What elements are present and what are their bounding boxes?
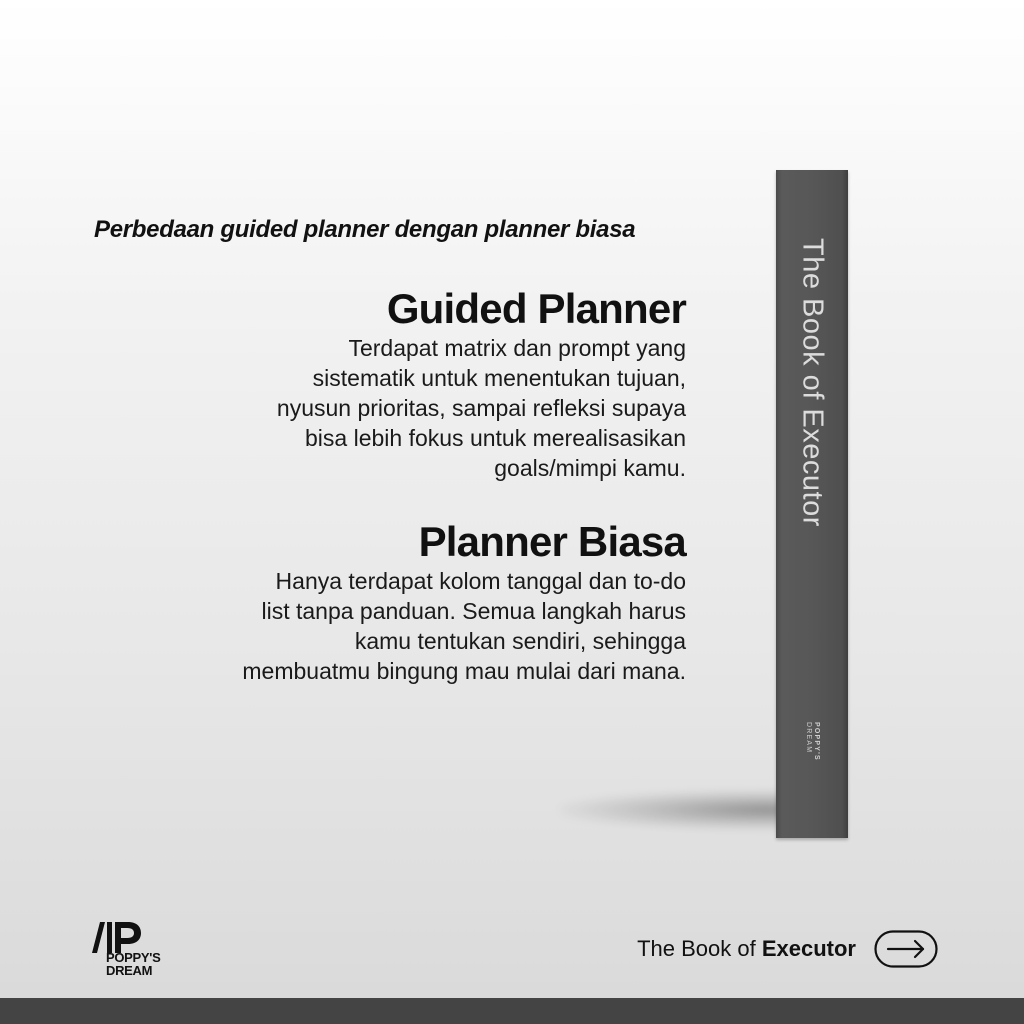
book-spine-title: The Book of Executor (796, 238, 829, 527)
logo-mark-icon (90, 920, 144, 954)
section-body (242, 566, 686, 686)
body-line: nyusun prioritas, sampai refleksi supaya (276, 395, 686, 421)
section-planner-biasa (242, 518, 686, 686)
body-line: list tanpa panduan. Semua langkah harus (261, 598, 686, 624)
arrow-right-icon[interactable] (874, 930, 938, 968)
book-spine-brand (804, 722, 820, 761)
section-guided-planner (277, 285, 686, 483)
cta-label[interactable] (637, 936, 856, 962)
page-subtitle: Perbedaan guided planner dengan planner biasa (94, 216, 636, 243)
body-line: kamu tentukan sendiri, sehingga (354, 628, 686, 654)
section-body (277, 333, 686, 483)
section-heading: Guided Planner (386, 285, 686, 332)
cta-bold: Executor (761, 936, 856, 961)
body-line: sistematik untuk menentukan tujuan, (312, 365, 686, 391)
body-line: membuatmu bingung mau mulai dari mana. (242, 658, 686, 684)
body-line: Hanya terdapat kolom tanggal dan to-do (275, 568, 686, 594)
logo-line: DREAM (106, 963, 153, 978)
section-heading: Planner Biasa (418, 518, 686, 565)
book-brand-line: DREAM (805, 722, 812, 754)
book-spine (776, 170, 848, 838)
body-line: goals/mimpi kamu. (494, 455, 686, 481)
logo-line: POPPY'S (106, 950, 161, 965)
body-line: bisa lebih fokus untuk merealisasikan (305, 425, 686, 451)
book-brand-line: POPPY'S (813, 722, 820, 761)
body-line: Terdapat matrix dan prompt yang (348, 335, 686, 361)
brand-logo (88, 920, 178, 982)
cta-prefix: The Book of (637, 936, 756, 961)
logo-wordmark (106, 951, 160, 977)
bottom-bar (0, 998, 1024, 1024)
